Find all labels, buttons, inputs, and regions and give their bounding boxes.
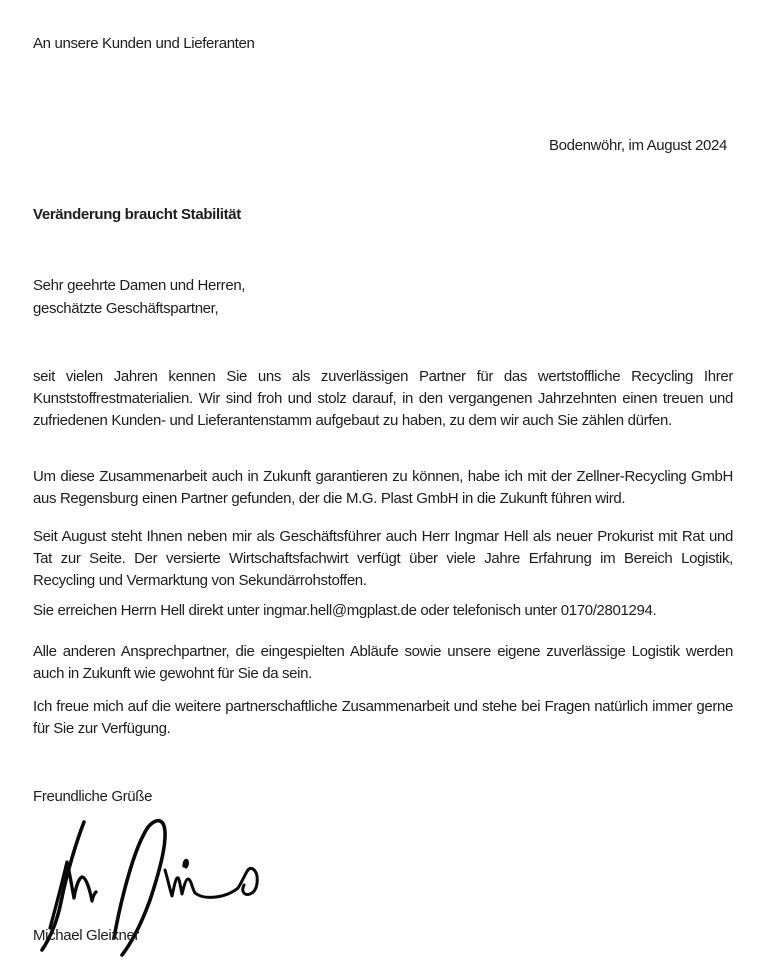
closing-line: Freundliche Grüße — [33, 788, 153, 805]
recipient-line: An unsere Kunden und Lieferanten — [33, 35, 255, 52]
salutation-line-2: geschätzte Geschäftspartner, — [33, 300, 219, 317]
body-paragraph-continuity: Alle anderen Ansprechpartner, die eingespielten Abläufe sowie unsere eigene zuverlässige Logistik werden auch in Zukunft wie gewohnt für Sie da sein. — [33, 643, 733, 682]
signer-name: Michael Gleixner — [33, 927, 140, 944]
body-paragraph-prokurist: Seit August steht Ihnen neben mir als Geschäftsführer auch Herr Ingmar Hell als neuer Prokurist mit Rat und Tat zur Seite. Der versierte Wirtschaftsfachwirt verfügt über viele Jahre Erfahrung im Bereich Logistik, Recycling und Vermarktung von Sekundärrohstoffen. — [33, 528, 733, 589]
place-date-line: Bodenwöhr, im August 2024 — [548, 137, 727, 154]
body-paragraph-partner: Um diese Zusammenarbeit auch in Zukunft garantieren zu können, habe ich mit der Zellner-Recycling GmbH aus Regensburg einen Partner gefunden, der die M.G. Plast GmbH in die Zukunft führen wird. — [33, 468, 733, 507]
body-paragraph-contact: Sie erreichen Herrn Hell direkt unter ingmar.hell@mgplast.de oder telefonisch unter 0170/2801294. — [33, 602, 657, 619]
body-paragraph-intro: seit vielen Jahren kennen Sie uns als zuverlässigen Partner für das wertstoffliche Recycling Ihrer Kunststoffrestmaterialien. Wir sind froh und stolz darauf, in den vergangenen Jahrzehnten einen treuen und zufriedenen Kunden- und Lieferantenstamm aufgebaut zu haben, zu dem wir auch Sie zählen dürfen. — [33, 368, 733, 429]
salutation-line-1: Sehr geehrte Damen und Herren, — [33, 277, 246, 294]
body-paragraph-outlook: Ich freue mich auf die weitere partnerschaftliche Zusammenarbeit und stehe bei Fragen natürlich immer gerne für Sie zur Verfügung. — [33, 698, 733, 737]
salutation-block — [33, 274, 245, 320]
letter-headline: Veränderung braucht Stabilität — [33, 206, 241, 223]
